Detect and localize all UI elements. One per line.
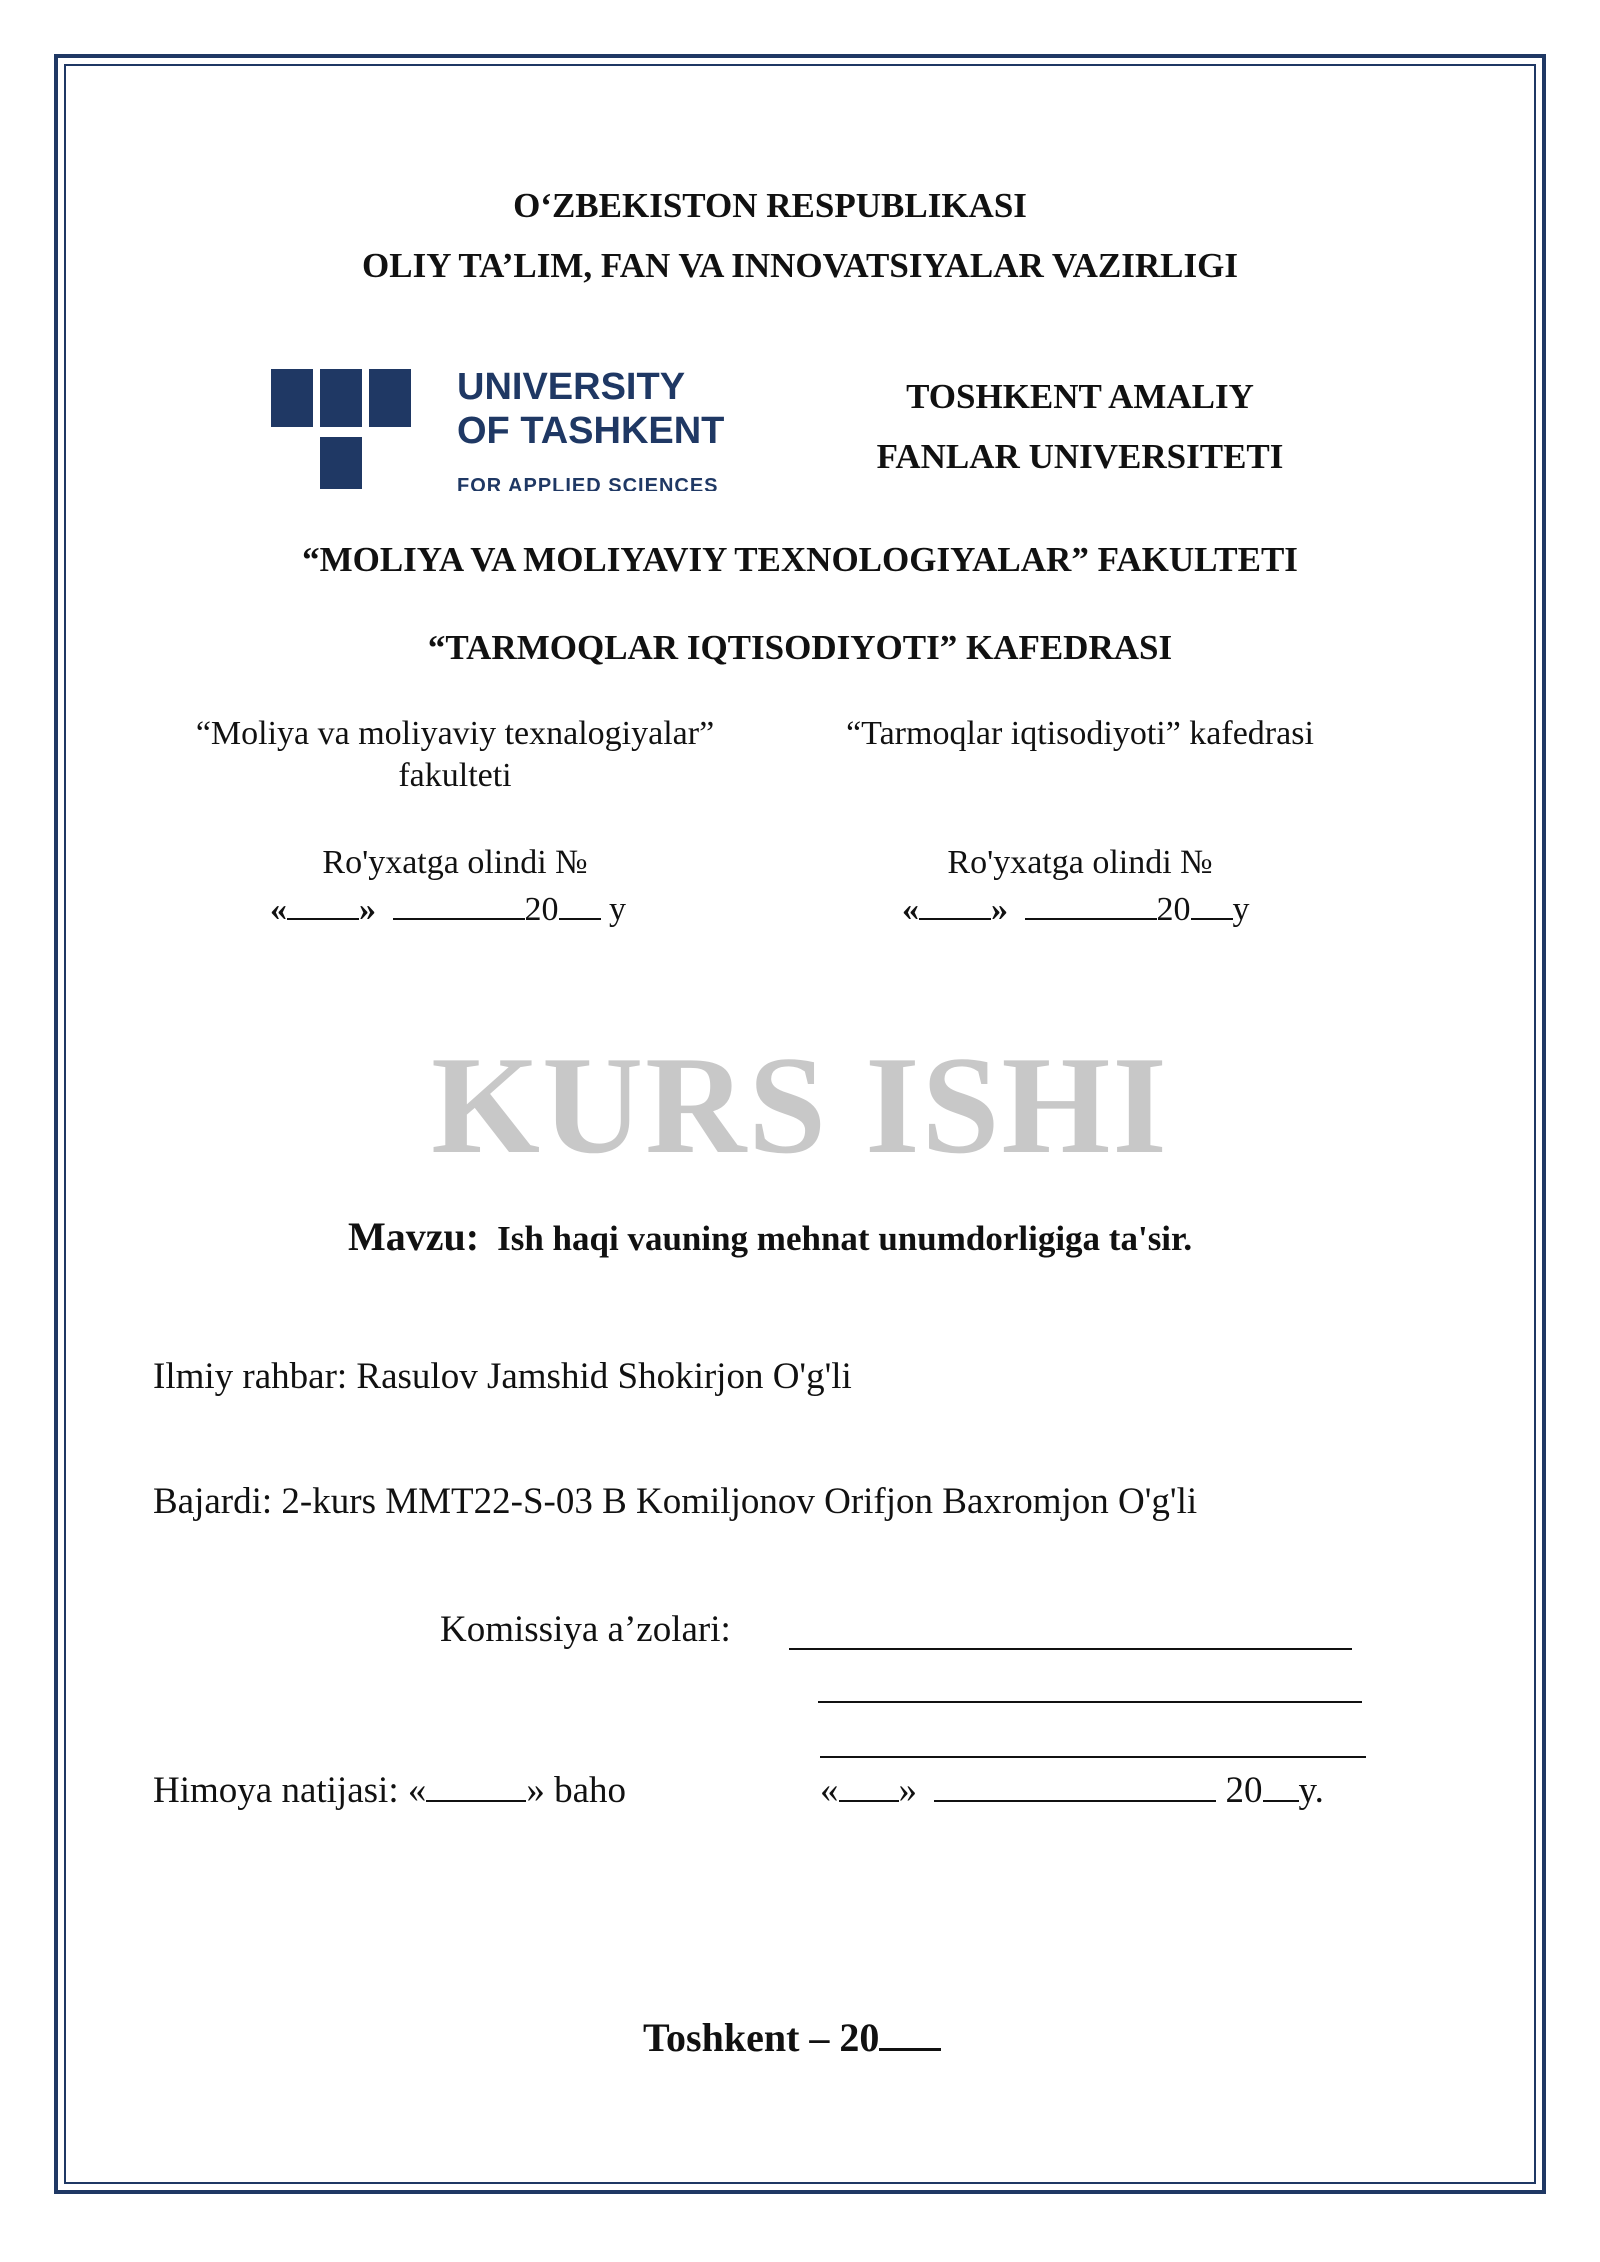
document-title: KURS ISHI [431,1028,1169,1183]
logo-text-line3-clip [457,469,719,491]
defense-day-blank [839,1768,899,1802]
department-heading: “TARMOQLAR IQTISODIYOTI” KAFEDRASI [427,628,1173,667]
left-faculty-line2: fakulteti [398,757,512,794]
footer-city-year: Toshkent – 20 [643,2012,941,2063]
right-month-blank [1025,888,1157,920]
grade-blank [426,1768,526,1802]
university-name-line2: FANLAR UNIVERSITETI [876,437,1284,476]
right-day-blank [919,888,991,920]
commission-signature-line-3 [820,1756,1366,1758]
commission-label: Komissiya a’zolari: [440,1609,731,1650]
topic-line [348,1212,1192,1271]
logo-text-line2: OF TASHKENT [457,410,725,452]
commission-signature-line-1 [789,1648,1352,1650]
footer-year-blank [879,2012,941,2051]
performer-line: Bajardi: 2-kurs MMT22-S-03 B Komiljonov Orifjon Baxromjon O'g'li [153,1481,1198,1522]
university-logo [271,366,725,491]
left-registration-date: « » 20 y [270,888,626,932]
defense-month-blank [934,1768,1216,1802]
right-year-blank [1191,888,1233,920]
supervisor-line: Ilmiy rahbar: Rasulov Jamshid Shokirjon O'g'li [153,1356,852,1397]
faculty-heading: “MOLIYA VA MOLIYAVIY TEXNOLOGIYALAR” FAKULTETI [302,540,1298,579]
left-faculty-line1: “Moliya va moliyaviy texnalogiyalar” [195,715,715,752]
commission-signature-line-2 [818,1701,1362,1703]
logo-text-line1: UNIVERSITY [457,366,686,408]
right-registration-date: « » 20 y [902,888,1250,932]
left-year-blank [559,888,601,920]
ministry-heading: OLIY TA’LIM, FAN VA INNOVATSIYALAR VAZIRLIGI [362,246,1238,285]
defense-result: Himoya natijasi: « » baho [153,1770,627,1811]
university-name-line1: TOSHKENT AMALIY [906,377,1254,416]
topic-label: Mavzu: [348,1214,480,1259]
right-department-line1: “Tarmoqlar iqtisodiyoti” kafedrasi [846,715,1314,752]
left-day-blank [287,888,359,920]
defense-year-blank [1263,1768,1299,1802]
country-heading: O‘ZBEKISTON RESPUBLIKASI [513,186,1027,225]
topic-value: Ish haqi vauning mehnat unumdorligiga ta'sir. [497,1219,1193,1258]
right-registration-label: Ro'yxatga olindi № [947,844,1213,881]
defense-date: « » 20 y. [820,1770,1324,1811]
left-registration-label: Ro'yxatga olindi № [322,844,588,881]
left-month-blank [393,888,525,920]
logo-text-line3: FOR APPLIED SCIENCES [457,475,719,491]
